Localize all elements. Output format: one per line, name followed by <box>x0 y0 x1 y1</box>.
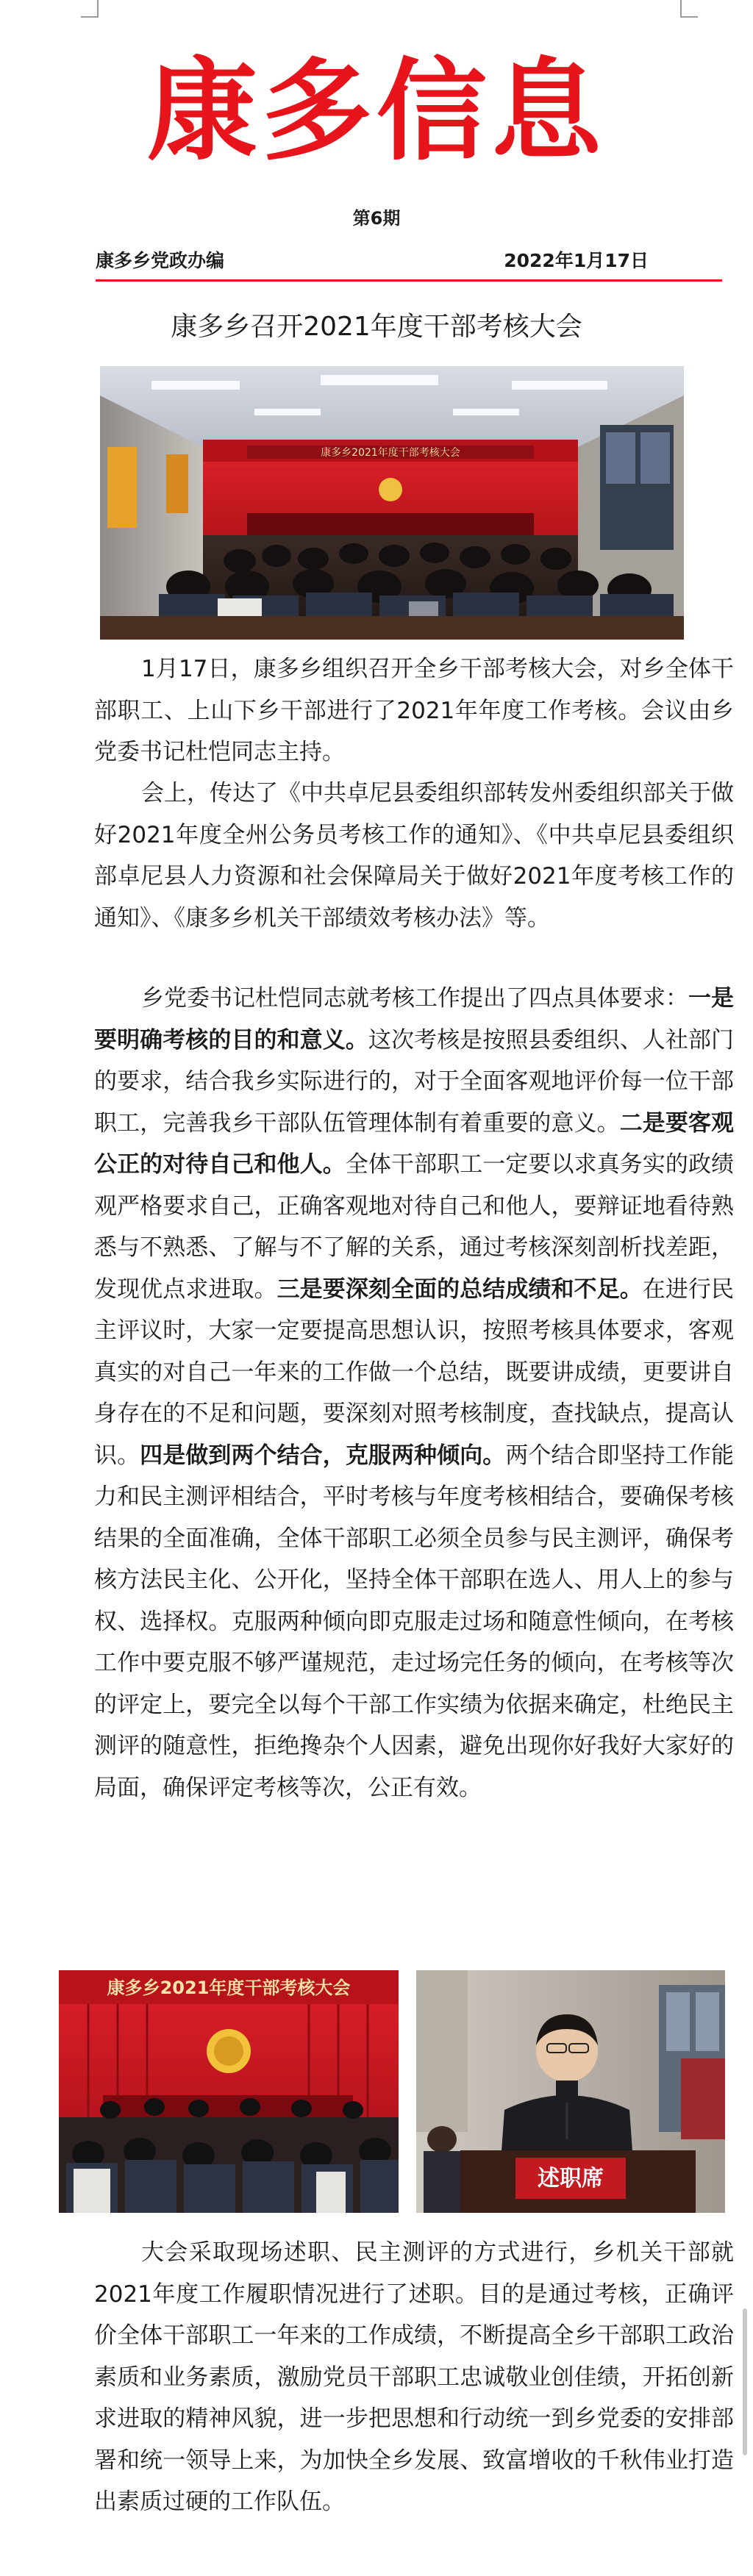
point-3-title: 三是要深刻全面的总结成绩和不足。 <box>276 1276 643 1303</box>
left-photo-banner: 康多乡2021年度干部考核大会 <box>107 1978 351 1998</box>
point-1-title: 一是要明确考核的目的和意义。 <box>94 985 734 1053</box>
article-paragraph-1: 1月17日，康多乡组织召开全乡干部考核大会，对乡全体干部职工、上山下乡干部进行了2021年年度工作考核。会议由乡党委书记杜恺同志主持。 <box>94 656 734 765</box>
article-paragraph-4: 大会采取现场述职、民主测评的方式进行，乡机关干部就2021年度工作履职情况进行了述职。目的是通过考核，正确评价全体干部职工一年来的工作成绩，不断提高全乡干部职工政治素质和业务素质，激励党员干部职工忠诚敬业创佳绩，开拓创新求进取的精神风貌，进一步把思想和行动统一到乡党委的安排部署和统一领导上来，为加快全乡发展、致富增收的千秋伟业打造出素质过硬的工作队伍。 <box>94 2239 734 2515</box>
point-3-text: 在进行民主评议时，大家一定要提高思想认识，按照考核具体要求，客观真实的对自己一年来的工作做一个总结，既要讲成绩，更要讲自身存在的不足和问题，要深刻对照考核制度，查找缺点，提高认识。 <box>94 1276 735 1469</box>
stage-banner-photo <box>59 1970 399 2213</box>
point-2-text: 全体干部职工一定要以求真务实的政绩观严格要求自己，正确客观地对待自己和他人，要辩证地看待熟悉与不熟悉、了解与不了解的关系，通过考核深刻剖析找差距，发现优点求进取。 <box>94 1151 735 1303</box>
publication-meta <box>96 248 722 273</box>
main-photo-banner: 康多乡2021年度干部考核大会 <box>321 447 460 459</box>
meeting-hall-photo <box>100 366 684 640</box>
publication-date: 2022年1月17日 <box>504 250 649 271</box>
masthead-title: 康多信息 <box>146 48 606 176</box>
article-paragraph-3 <box>94 978 734 1808</box>
point-2-title: 二是要客观公正的对待自己和他人。 <box>94 1109 734 1178</box>
podium-sign: 述职席 <box>538 2166 604 2192</box>
crop-mark-top-right <box>680 0 698 18</box>
point-1-text: 这次考核是按照县委组织、人社部门的要求，结合我乡实际进行的，对于全面客观地评价每一位干部职工，完善我乡干部队伍管理体制有着重要的意义。 <box>94 1026 735 1137</box>
point-4-title: 四是做到两个结合，克服两种倾向。 <box>140 1442 506 1469</box>
publisher-label: 康多乡党政办编 <box>96 250 225 271</box>
issue-number: 第6期 <box>352 208 401 229</box>
page-scrollbar[interactable] <box>743 2308 747 2455</box>
crop-mark-top-left <box>81 0 99 18</box>
speaker-podium-photo <box>416 1970 725 2213</box>
requirements-intro: 乡党委书记杜恺同志就考核工作提出了四点具体要求： <box>141 985 688 1012</box>
article-paragraph-2: 会上，传达了《中共卓尼县委组织部转发州委组织部关于做好2021年度全州公务员考核工作的通知》、《中共卓尼县委组织部卓尼县人力资源和社会保障局关于做好2021年度考核工作的通知》、《康多乡机关干部绩效考核办法》等。 <box>94 780 734 931</box>
header-divider <box>96 279 722 282</box>
article-headline: 康多乡召开2021年度干部考核大会 <box>171 312 582 342</box>
point-4-text: 两个结合即坚持工作能力和民主测评相结合，平时考核与年度考核相结合，要确保考核结果的全面准确，全体干部职工必须全员参与民主测评，确保考核方法民主化、公开化，坚持全体干部职在选人、用人上的参与权、选择权。克服两种倾向即克服走过场和随意性倾向，在考核工作中要克服不够严谨规范，走过场完任务的倾向，在考核等次的评定上，要完全以每个干部工作实绩为依据来确定，杜绝民主测评的随意性，拒绝搀杂个人因素，避免出现你好我好大家好的局面，确保评定考核等次，公正有效。 <box>94 1442 735 1801</box>
